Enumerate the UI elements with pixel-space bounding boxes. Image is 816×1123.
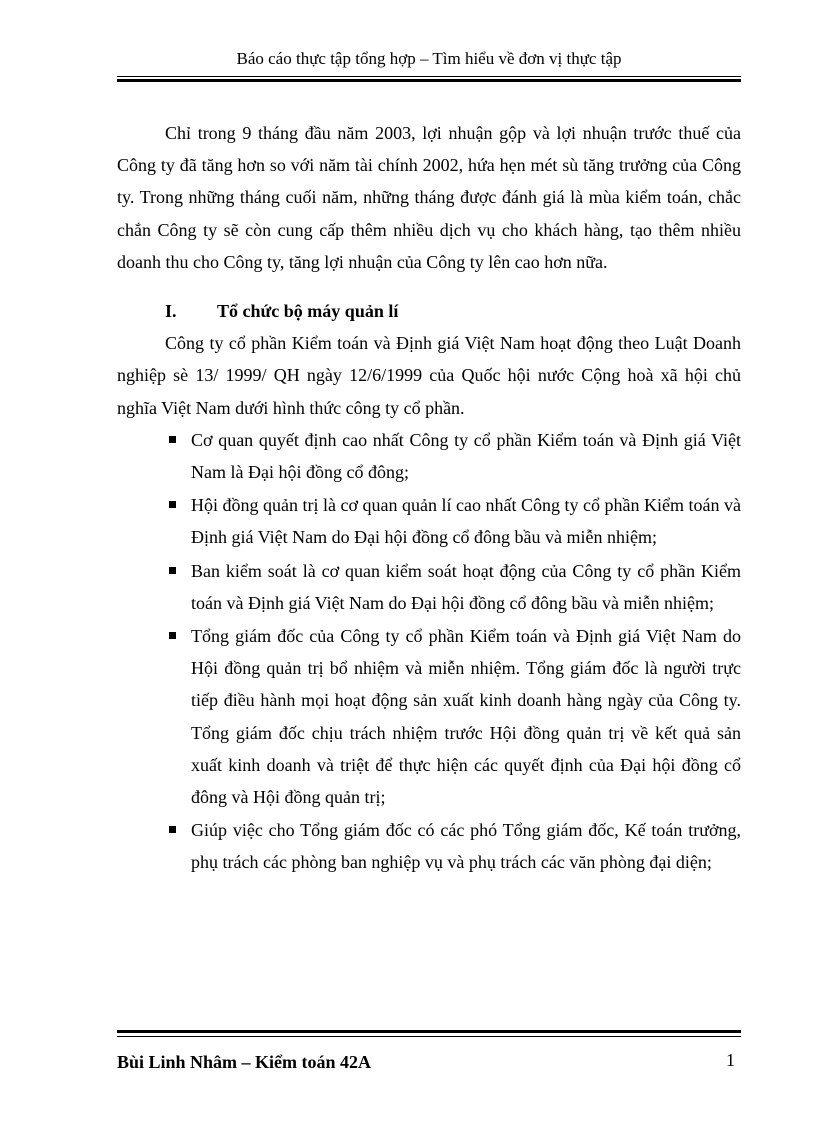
section-paragraph: Công ty cổ phần Kiểm toán và Định giá Việt Nam hoạt động theo Luật Doanh nghiệp sè 13/ 1999/ QH ngày 12/6/1999 của Quốc hội nước Cộng hoà xã hội chủ nghĩa Việt Nam dưới hình thức công ty cổ phần. bbox=[117, 333, 741, 418]
square-bullet-icon bbox=[169, 632, 176, 639]
square-bullet-icon bbox=[169, 826, 176, 833]
section-heading bbox=[117, 295, 741, 327]
section-number: I. bbox=[165, 301, 177, 322]
list-item-text: Ban kiểm soát là cơ quan kiểm soát hoạt động của Công ty cổ phần Kiểm toán và Định giá Việt Nam do Đại hội đồng cổ đông bầu và miễn nhiệm; bbox=[191, 560, 741, 613]
list-item-text: Hội đồng quản trị là cơ quan quản lí cao nhất Công ty cổ phần Kiểm toán và Định giá Việt Nam do Đại hội đồng cổ đông bầu và miễn nhiệm; bbox=[191, 495, 741, 548]
list-item-text: Cơ quan quyết định cao nhất Công ty cổ phần Kiểm toán và Định giá Việt Nam là Đại hội đồng cổ đông; bbox=[191, 429, 741, 483]
square-bullet-icon bbox=[169, 567, 176, 574]
list-item bbox=[117, 489, 741, 553]
list-item bbox=[117, 424, 741, 488]
list-item-text: Tổng giám đốc của Công ty cổ phần Kiểm toán và Định giá Việt Nam do Hội đồng quản trị bổ nhiệm và miễn nhiệm. Tổng giám đốc là người trực tiếp điều hành mọi hoạt động sản xuất kinh doanh hàng ngày của Công ty. Tổng giám đốc chịu trách nhiệm trước Hội đồng quản trị về kết quả sản xuất kinh doanh và triệt để thực hiện các quyết định của Đại hội đồng cổ đông và Hội đồng quản trị; bbox=[191, 626, 741, 808]
bullet-list bbox=[117, 424, 741, 879]
intro-paragraph: Chỉ trong 9 tháng đầu năm 2003, lợi nhuận gộp và lợi nhuận trước thuế của Công ty đã tăng hơn so với năm tài chính 2002, hứa hẹn mét sù tăng trưởng của Công ty. Trong những tháng cuối năm, những tháng được đánh giá là mùa kiểm toán, chắc chắn Công ty sẽ còn cung cấp thêm nhiều dịch vụ cho khách hàng, tạo thêm nhiều doanh thu cho Công ty, tăng lợi nhuận của Công ty lên cao hơn nữa. bbox=[117, 123, 741, 272]
header-title: Báo cáo thực tập tổng hợp – Tìm hiểu về đơn vị thực tập bbox=[236, 49, 622, 68]
footer-author: Bùi Linh Nhâm – Kiểm toán 42A bbox=[117, 1052, 372, 1072]
header-rule-thin bbox=[117, 76, 741, 77]
section-title: Tổ chức bộ máy quản lí bbox=[217, 301, 399, 322]
page-body bbox=[117, 117, 741, 880]
square-bullet-icon bbox=[169, 501, 176, 508]
list-item bbox=[117, 814, 741, 878]
list-item bbox=[117, 555, 741, 619]
list-item-text: Giúp việc cho Tổng giám đốc có các phó Tổng giám đốc, Kế toán trưởng, phụ trách các phòng ban nghiệp vụ và phụ trách các văn phòng đại diện; bbox=[191, 820, 741, 873]
list-item bbox=[117, 620, 741, 813]
footer-rule-thin bbox=[117, 1036, 741, 1037]
page-number: 1 bbox=[726, 1050, 735, 1070]
square-bullet-icon bbox=[169, 436, 176, 443]
footer-rule-thick bbox=[117, 1030, 741, 1033]
header-rule-thick bbox=[117, 79, 741, 82]
